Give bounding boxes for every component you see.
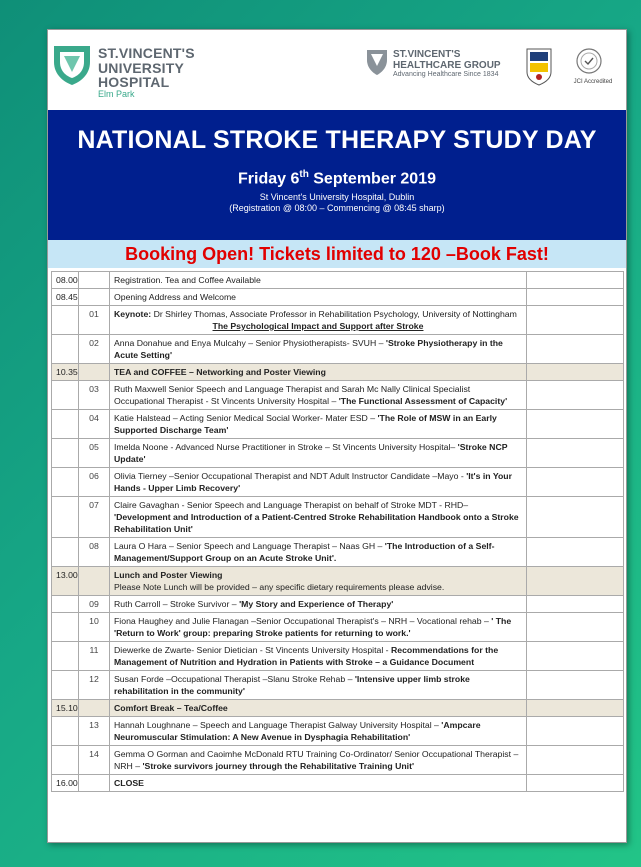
event-venue: St Vincent's University Hospital, Dublin <box>259 192 415 203</box>
schedule-time <box>52 596 79 613</box>
jci-label: JCI Accredited <box>573 79 613 85</box>
event-date-month-year: September 2019 <box>308 170 436 188</box>
svuh-shield-icon <box>52 42 92 86</box>
jci-seal-icon <box>576 48 602 74</box>
schedule-time <box>52 468 79 497</box>
schedule-extra <box>527 671 624 700</box>
session-title: 'Stroke NCP Update' <box>114 442 508 464</box>
schedule-time <box>52 439 79 468</box>
schedule-extra <box>527 439 624 468</box>
schedule-row <box>52 306 624 335</box>
booking-notice: Booking Open! Tickets limited to 120 –Book Fast! <box>48 240 626 268</box>
schedule-time: 08.45 <box>52 289 79 306</box>
session-heading: CLOSE <box>114 778 144 788</box>
schedule-number <box>79 567 110 596</box>
session-title: 'The Introduction of a Self-Management/Support Group on an Acute Stroke Unit'. <box>114 541 495 563</box>
schedule-extra <box>527 596 624 613</box>
schedule-number: 09 <box>79 596 110 613</box>
schedule-description <box>110 410 527 439</box>
logo-bar <box>48 30 626 100</box>
schedule-table <box>51 271 624 792</box>
schedule-time <box>52 746 79 775</box>
schedule-row <box>52 775 624 792</box>
schedule-description <box>110 567 527 596</box>
schedule-description <box>110 335 527 364</box>
keynote-title: The Psychological Impact and Support after Stroke <box>212 321 424 331</box>
session-speaker: Katie Halstead – Acting Senior Medical Social Worker- Mater ESD – <box>114 413 378 423</box>
schedule-number <box>79 289 110 306</box>
schedule-number: 11 <box>79 642 110 671</box>
session-speaker: Dr Shirley Thomas, Associate Professor in Rehabilitation Psychology, University of Nottingham <box>151 309 517 319</box>
schedule-time: 13.00 <box>52 567 79 596</box>
svuh-logo <box>52 42 252 100</box>
session-title: Recommendations for the Management of Nutrition and Hydration in Patients with Stroke – a Guidance Document <box>114 645 499 667</box>
session-title: 'The Functional Assessment of Capacity' <box>338 396 508 406</box>
schedule-description <box>110 775 527 792</box>
jci-logo <box>565 48 621 92</box>
session-speaker: Susan Forde –Occupational Therapist –Slanu Stroke Rehab – <box>114 674 355 684</box>
session-heading: TEA and COFFEE – Networking and Poster Viewing <box>114 367 326 377</box>
event-date-suffix: th <box>299 169 309 180</box>
schedule-description <box>110 289 527 306</box>
event-date-day: Friday 6 <box>238 170 300 188</box>
schedule-time <box>52 381 79 410</box>
schedule-number: 08 <box>79 538 110 567</box>
schedule-time <box>52 497 79 538</box>
keynote-label: Keynote: <box>114 309 152 319</box>
svuh-line2: UNIVERSITY HOSPITAL <box>98 59 184 91</box>
svuh-logo-text <box>98 46 252 100</box>
schedule-description <box>110 746 527 775</box>
schedule-description <box>110 439 527 468</box>
schedule-row <box>52 717 624 746</box>
schedule-extra <box>527 272 624 289</box>
schedule-extra <box>527 613 624 642</box>
session-title: 'Intensive upper limb stroke rehabilitation in the community' <box>114 674 470 696</box>
schedule-time <box>52 613 79 642</box>
schedule-row <box>52 439 624 468</box>
group-logo-text <box>393 50 501 78</box>
schedule-extra <box>527 746 624 775</box>
schedule-description <box>110 306 527 335</box>
schedule-row <box>52 335 624 364</box>
schedule-description <box>110 538 527 567</box>
schedule-extra <box>527 700 624 717</box>
session-speaker: Claire Gavaghan - Senior Speech and Language Therapist on behalf of Stroke MDT - RHD– <box>114 500 469 510</box>
healthcare-group-logo <box>366 48 506 88</box>
session-title: 'Stroke survivors journey through the Rehabilitative Training Unit' <box>142 761 415 771</box>
schedule-extra <box>527 468 624 497</box>
session-speaker: Ruth Maxwell Senior Speech and Language Therapist and Sarah Mc Nally Clinical Specialist Occupational Therapist - St Vincents University Hospital – <box>114 384 471 406</box>
schedule-extra <box>527 364 624 381</box>
schedule-number <box>79 272 110 289</box>
session-title: ' The 'Return to Work' group: preparing Stroke patients for returning to work.' <box>114 616 512 638</box>
schedule-time <box>52 410 79 439</box>
event-title: NATIONAL STROKE THERAPY STUDY DAY <box>77 126 597 154</box>
schedule-row <box>52 596 624 613</box>
schedule-description <box>110 364 527 381</box>
schedule-description <box>110 671 527 700</box>
schedule-time <box>52 306 79 335</box>
session-speaker: Registration. Tea and Coffee Available <box>114 275 261 285</box>
schedule-description <box>110 700 527 717</box>
session-speaker: Fiona Haughey and Julie Flanagan –Senior Occupational Therapist's – NRH – Vocational rehab – <box>114 616 492 626</box>
session-speaker: Anna Donahue and Enya Mulcahy – Senior Physiotherapists- SVUH – <box>114 338 386 348</box>
schedule-extra <box>527 717 624 746</box>
schedule-number: 10 <box>79 613 110 642</box>
schedule-number: 03 <box>79 381 110 410</box>
schedule-number <box>79 700 110 717</box>
schedule-extra <box>527 410 624 439</box>
schedule-row <box>52 289 624 306</box>
event-registration: (Registration @ 08:00 – Commencing @ 08:45 sharp) <box>229 203 445 214</box>
schedule-description <box>110 468 527 497</box>
session-title: 'The Role of MSW in an Early Supported Discharge Team' <box>114 413 497 435</box>
schedule-row <box>52 642 624 671</box>
session-heading: Lunch and Poster Viewing <box>114 570 223 580</box>
schedule-number <box>79 364 110 381</box>
session-speaker: Ruth Carroll – Stroke Survivor – <box>114 599 240 609</box>
group-shield-icon <box>366 48 388 76</box>
session-speaker: Olivia Tierney –Senior Occupational Therapist and NDT Adult Instructor Candidate –Mayo - <box>114 471 467 481</box>
schedule-description <box>110 717 527 746</box>
schedule-row <box>52 364 624 381</box>
group-line1: ST.VINCENT'S <box>393 49 461 60</box>
schedule-description <box>110 613 527 642</box>
schedule-time: 15.10 <box>52 700 79 717</box>
schedule-number: 04 <box>79 410 110 439</box>
group-line2: HEALTHCARE GROUP <box>393 59 501 71</box>
schedule-number: 12 <box>79 671 110 700</box>
schedule-extra <box>527 642 624 671</box>
session-speaker: Diewerke de Zwarte- Senior Dietician - St Vincents University Hospital - <box>114 645 391 655</box>
schedule-row <box>52 497 624 538</box>
schedule-number: 07 <box>79 497 110 538</box>
schedule-extra <box>527 381 624 410</box>
schedule-extra <box>527 567 624 596</box>
schedule-number: 13 <box>79 717 110 746</box>
session-speaker: Hannah Loughnane – Speech and Language Therapist Galway University Hospital – <box>114 720 442 730</box>
session-title: 'Stroke Physiotherapy in the Acute Setting' <box>114 338 503 360</box>
schedule-time: 16.00 <box>52 775 79 792</box>
schedule-number: 02 <box>79 335 110 364</box>
schedule-description <box>110 642 527 671</box>
schedule-number: 05 <box>79 439 110 468</box>
schedule-time <box>52 538 79 567</box>
schedule-row <box>52 613 624 642</box>
svuh-line3: Elm Park <box>98 89 135 100</box>
schedule-time: 08.00 <box>52 272 79 289</box>
schedule-description <box>110 381 527 410</box>
schedule-time <box>52 671 79 700</box>
session-speaker: Opening Address and Welcome <box>114 292 237 302</box>
session-title: 'It's in Your Hands - Upper Limb Recovery' <box>114 471 512 493</box>
schedule-extra <box>527 289 624 306</box>
schedule-row <box>52 538 624 567</box>
schedule-row <box>52 381 624 410</box>
schedule-number: 14 <box>79 746 110 775</box>
group-line3: Advancing Healthcare Since 1834 <box>393 71 499 78</box>
session-speaker: Gemma O Gorman and Caoimhe McDonald RTU Training Co-Ordinator/ Senior Occupational Therapist – NRH – <box>114 749 519 771</box>
schedule-row <box>52 468 624 497</box>
session-speaker: Imelda Noone - Advanced Nurse Practitioner in Stroke – St Vincents University Hospital– <box>114 442 458 452</box>
schedule-number: 06 <box>79 468 110 497</box>
schedule-extra <box>527 335 624 364</box>
schedule-row <box>52 700 624 717</box>
schedule-row <box>52 746 624 775</box>
schedule-extra <box>527 306 624 335</box>
flyer-page <box>47 29 627 843</box>
schedule-number <box>79 775 110 792</box>
schedule-row <box>52 410 624 439</box>
svuh-line1: ST.VINCENT'S <box>98 45 195 61</box>
schedule-time <box>52 717 79 746</box>
schedule-number: 01 <box>79 306 110 335</box>
session-note: Please Note Lunch will be provided – any specific dietary requirements please advise. <box>114 582 445 592</box>
title-banner <box>48 110 626 240</box>
schedule-description <box>110 497 527 538</box>
ucd-crest-icon <box>526 48 552 86</box>
schedule-time <box>52 642 79 671</box>
schedule-row <box>52 567 624 596</box>
schedule-description <box>110 596 527 613</box>
session-heading: Comfort Break – Tea/Coffee <box>114 703 228 713</box>
schedule-extra <box>527 497 624 538</box>
session-title: 'Development and Introduction of a Patient-Centred Stroke Rehabilitation Handbook onto a Stroke Rehabilitation Unit' <box>114 512 519 534</box>
schedule-body <box>52 272 624 792</box>
schedule-extra <box>527 538 624 567</box>
schedule-time: 10.35 <box>52 364 79 381</box>
event-date <box>48 169 626 188</box>
session-title: 'My Story and Experience of Therapy' <box>239 599 394 609</box>
schedule-time <box>52 335 79 364</box>
schedule-description <box>110 272 527 289</box>
schedule-row <box>52 671 624 700</box>
schedule-extra <box>527 775 624 792</box>
session-title: 'Ampcare Neuromuscular Stimulation: A New Avenue in Dysphagia Rehabilitation' <box>114 720 481 742</box>
schedule-row <box>52 272 624 289</box>
session-speaker: Laura O Hara – Senior Speech and Language Therapist – Naas GH – <box>114 541 385 551</box>
